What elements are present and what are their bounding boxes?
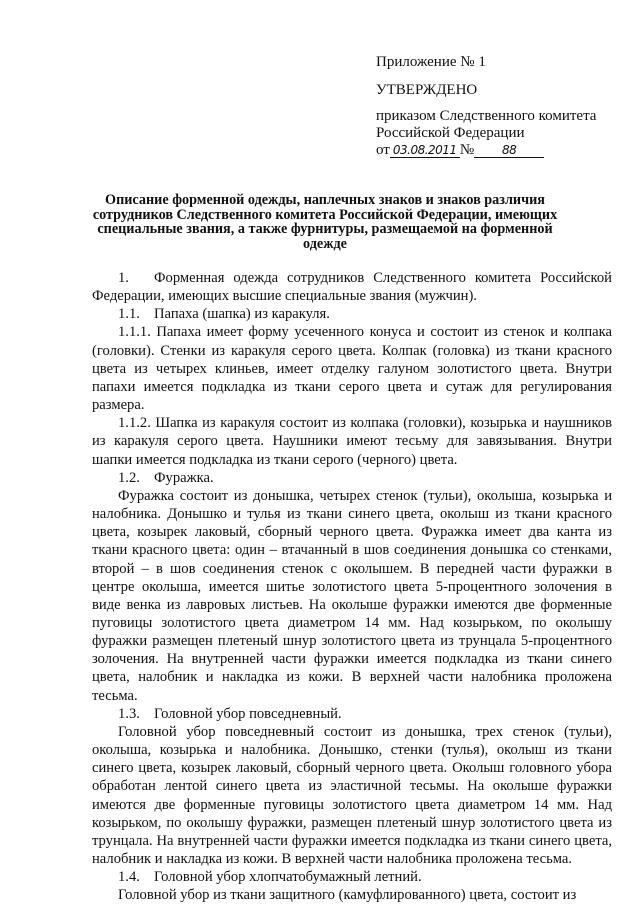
paragraph	[92, 414, 612, 468]
section-number: 1.3.	[118, 705, 140, 722]
paragraph	[92, 886, 612, 904]
paragraph	[92, 868, 612, 886]
order-number-label: №	[459, 142, 475, 158]
approval-block	[376, 54, 596, 159]
approved-label: УТВЕРЖДЕНО	[376, 82, 478, 98]
paragraph	[92, 323, 612, 414]
order-date-line	[376, 142, 596, 159]
paragraph-text: Папаха (шапка) из каракуля.	[154, 306, 330, 323]
paragraph	[92, 723, 612, 868]
paragraph-text: 1.1.2. Шапка из каракуля состоит из колпака (головки), козырька и наушников из каракуля серого цвета. Наушники имеют тесьму для завязывания. Внутри шапки имеется подкладка из ткани серого (черного) цвета.	[92, 415, 612, 468]
section-number: 1.	[118, 270, 129, 286]
paragraph-text: Фуражка состоит из донышка, четырех стенок (тульи), околыша, козырька и налобника. Донышко и тулья из ткани синего цвета, околыш из ткани красного цвета, козырек лаковый, сборный черного цвета. Фуражка имеет два канта из ткани красного цвета: один – втачанный в шов соединения донышка со стенками, второй – в шов соединения стенок с околышем. В передней части фуражки в центре околыша, имеется шитье золотистого цвета 5-процентного золочения в виде венка из лавровых листьев. На околыше фуражки имеются две форменные пуговицы золотистого цвета диаметром 14 мм. Над козырьком, по околышу фуражки размещен плетеный шнур золотистого цвета из трунцала 5-процентного золочения. На внутренней части фуражки имеется подкладка из ткани синего цвета, налобник и накладка из кожи. В верхней части налобника проложена тесьма.	[92, 487, 612, 704]
paragraph-text: Головной убор из ткани защитного (камуфлированного) цвета, состоит из	[118, 887, 577, 904]
paragraph-text: Головной убор повседневный.	[154, 705, 342, 722]
order-line-2: Российской Федерации	[376, 125, 525, 141]
paragraph	[92, 269, 612, 305]
appendix-label: Приложение № 1	[376, 54, 486, 70]
document-title: Описание форменной одежды, наплечных знаков и знаков различия сотрудников Следственного комитета Российской Федерации, имеющих специальные звания, а также фурнитуры, размещаемой на форменной одежде	[92, 192, 558, 252]
paragraph-text: Фуражка.	[154, 469, 214, 486]
paragraph	[92, 469, 612, 487]
paragraph-text: Головной убор повседневный состоит из донышка, трех стенок (тульи), околыша, козырька и налобника. Донышко, стенки (тулья), околыш из ткани синего цвета, козырек лаковый, сборный черного цвета. Околыш головного убора обработан лентой синего цвета из эластичной тесьмы. На околыше фуражки имеются две форменные пуговицы золотистого цвета диаметром 14 мм. Над козырьком, по околышу фуражки, размещен плетеный шнур золотистого цвета из трунцала. На внутренней части фуражки имеется подкладка из ткани синего цвета, налобник и накладка из кожи. В верхней части налобника проложена тесьма.	[92, 723, 612, 867]
order-line-1: приказом Следственного комитета	[376, 108, 597, 124]
section-number: 1.2.	[118, 469, 140, 486]
paragraph-text: Головной убор хлопчатобумажный летний.	[154, 869, 422, 886]
paragraph	[92, 487, 612, 705]
section-number: 1.1.	[118, 306, 140, 323]
order-from-label: от	[376, 142, 390, 158]
paragraph	[92, 705, 612, 723]
paragraph	[92, 305, 612, 323]
order-date: 03.08.2011	[390, 143, 460, 158]
paragraph-text: 1.1.1. Папаха имеет форму усеченного конуса и состоит из стенок и колпака (головки). Стенки из каракуля серого цвета. Колпак (головка) из ткани красного цвета из четырех клиньев, имеет отделку галуном золотистого цвета. Внутри папахи имеется подкладка из ткани серого цвета и сутаж для регулирования размера.	[92, 324, 612, 414]
section-number: 1.4.	[118, 869, 140, 886]
paragraph-text: Форменная одежда сотрудников Следственного комитета Российской Федерации, имеющих высшие специальные звания (мужчин).	[92, 270, 612, 305]
document-body	[92, 269, 612, 904]
order-number: 88	[474, 143, 544, 158]
